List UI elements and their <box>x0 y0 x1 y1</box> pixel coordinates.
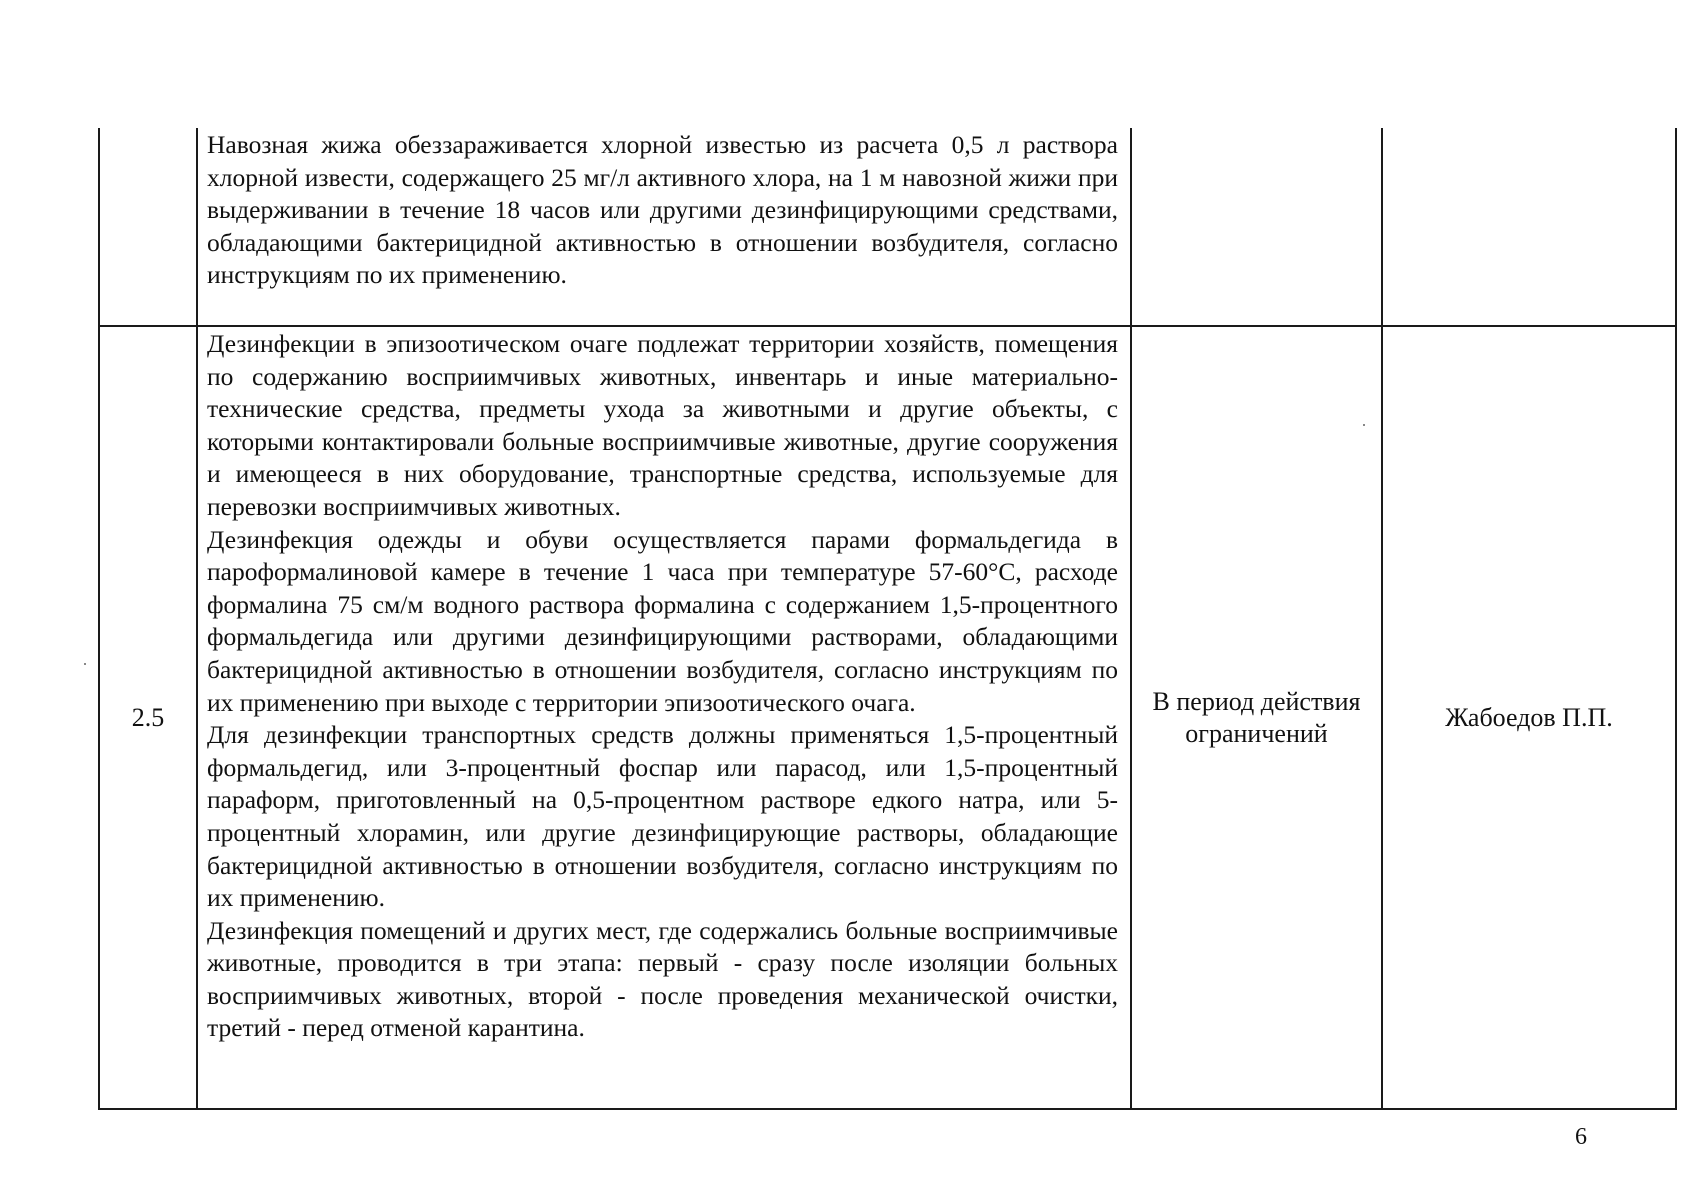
table-row <box>99 128 1676 326</box>
table-row <box>99 326 1676 1109</box>
measure-paragraph: Для дезинфекции транспортных средств должны применяться 1,5-процентный формальдегид, или 3-процентный фоспар или парасод, или 1,5-процентный параформ, приготовленный на 0,5-процентном растворе едкого натра, или 5-процентный хлорамин, или другие дезинфицирующие растворы, обладающие бактерицидной активностью в отношении возбудителя, согласно инструкциям по их применению. <box>207 720 1118 913</box>
period-cell <box>1131 128 1382 326</box>
period-cell <box>1131 326 1382 1109</box>
measure-description-cell <box>197 128 1131 326</box>
measure-paragraph: Дезинфекции в эпизоотическом очаге подлежат территории хозяйств, помещения по содержанию восприимчивых животных, инвентарь и иные материально-технические средства, предметы ухода за животными и другие объекты, с которыми контактировали больные восприимчивые животные, другие сооружения и имеющееся в них оборудование, транспортные средства, используемые для перевозки восприимчивых животных. <box>207 329 1118 521</box>
row-number-cell: 2.5 <box>99 326 197 1109</box>
period-text: В период действия ограничений <box>1152 686 1361 748</box>
measure-description-cell <box>197 326 1131 1109</box>
scan-speck <box>84 663 86 665</box>
row-number-cell <box>99 128 197 326</box>
responsible-cell <box>1382 128 1676 326</box>
responsible-cell: Жабоедов П.П. <box>1382 326 1676 1109</box>
measure-paragraph: Навозная жижа обеззараживается хлорной известью из расчета 0,5 л раствора хлорной извести, содержащего 25 мг/л активного хлора, на 1 м навозной жижи при выдерживании в течение 18 часов или другими дезинфицирующими средствами, обладающими бактерицидной активностью в отношении возбудителя, согласно инструкциям по их применению. <box>207 130 1118 290</box>
measure-paragraph: Дезинфекция помещений и других мест, где содержались больные восприимчивые животные, проводится в три этапа: первый - сразу после изоляции больных восприимчивых животных, второй - после проведения механической очистки, третий - перед отменой карантина. <box>207 915 1118 1043</box>
measure-paragraph: Дезинфекция одежды и обуви осуществляется парами формальдегида в пароформалиновой камере в течение 1 часа при температуре 57-60°С, расходе формалина 75 см/м водного раствора формалина с содержанием 1,5-процентного формальдегида или другими дезинфицирующими растворами, обладающими бактерицидной активностью в отношении возбудителя, согласно инструкциям по их применению при выходе с территории эпизоотического очага. <box>207 524 1118 717</box>
measures-table <box>98 128 1677 1110</box>
page-number: 6 <box>1575 1124 1587 1150</box>
scan-speck <box>1363 424 1365 426</box>
